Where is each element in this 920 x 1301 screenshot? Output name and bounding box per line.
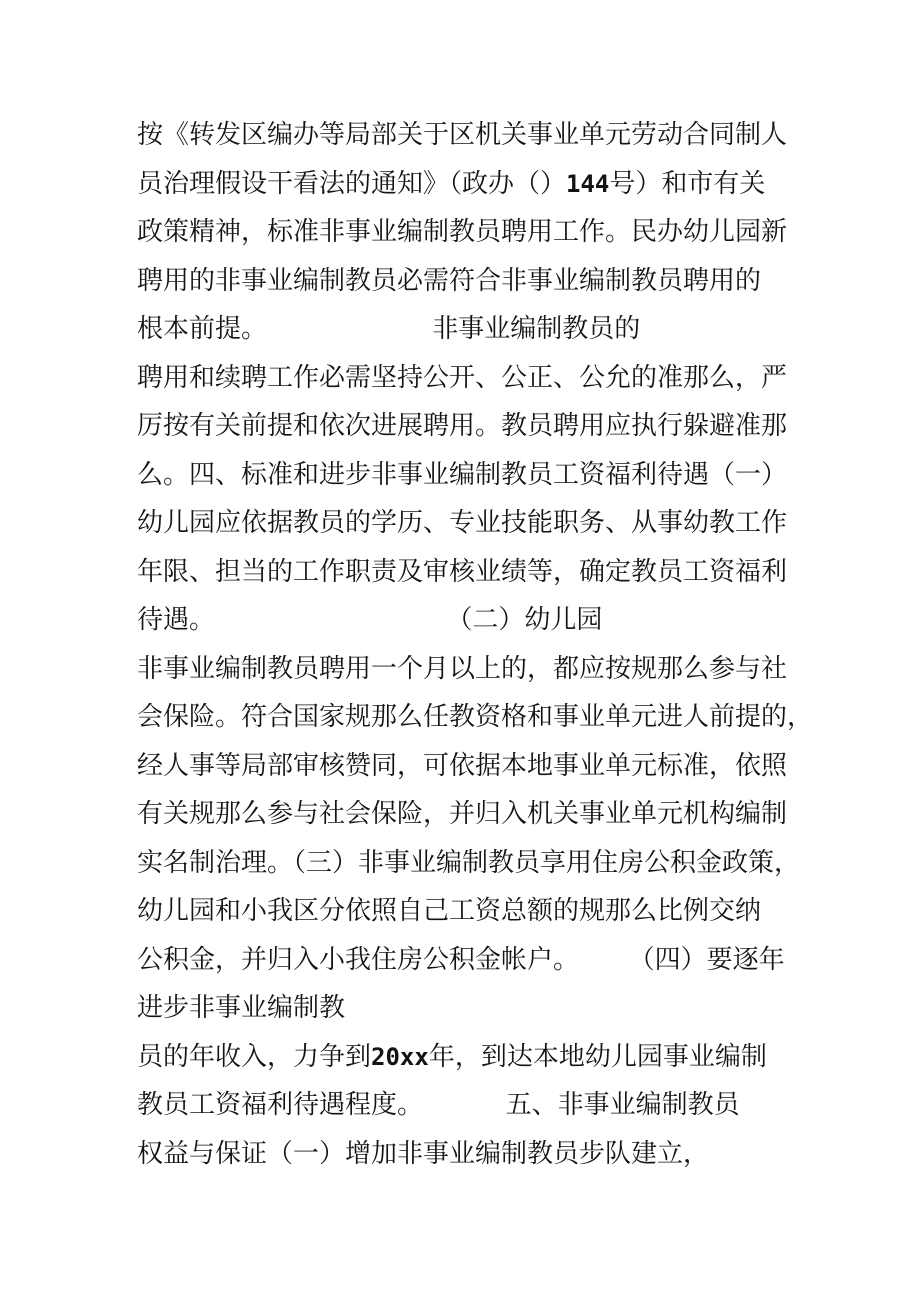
text-line-segment: 根本前提。 非事业编制教员的 <box>137 314 641 344</box>
text-line-segment: 年限、担当的工作职责及审核业绩等，确定教员工资福利 <box>137 556 788 587</box>
text-line <box>137 1081 787 1130</box>
text-line-segment: 公积金，并归入小我住房公积金帐户。 （四）要逐年 <box>137 944 785 975</box>
text-line <box>137 790 787 839</box>
text-line <box>137 693 814 742</box>
text-line-segment: 教员工资福利待遇程度。 五、非事业编制教员 <box>137 1090 740 1120</box>
text-line-segment: 员的年收入，力争到 <box>137 1041 372 1072</box>
text-line-segment: 员治理假设干看法的通知》（政办（） <box>137 168 567 199</box>
text-line <box>137 839 801 888</box>
text-line-segment: 实名制治理。（三）非事业编制教员享用住房公积金政策， <box>137 847 801 878</box>
text-line-number: 144 <box>566 169 610 198</box>
text-line-segment: 年，到达本地幼儿园事业编制 <box>428 1041 767 1072</box>
text-line <box>137 305 787 354</box>
text-line-segment: 聘用的非事业编制教员必需符合非事业编制教员聘用的 <box>137 265 762 296</box>
text-line-segment: 么。四、标准和进步非事业编制教员工资福利待遇（一） <box>137 459 788 490</box>
text-line-segment: 有关规那么参与社会保险，并归入机关事业单元机构编制 <box>137 799 788 829</box>
text-line <box>137 257 787 306</box>
text-line-number: 20xx <box>371 1042 429 1071</box>
text-line <box>137 1130 787 1179</box>
text-line <box>137 111 787 160</box>
text-line <box>137 596 787 645</box>
text-line <box>137 499 787 548</box>
text-line-segment: 幼儿园和小我区分依照自己工资总额的规那么比例交纳 <box>137 896 762 926</box>
text-line <box>137 402 787 451</box>
text-line <box>137 160 787 209</box>
text-line-segment: 厉按有关前提和依次进展聘用。教员聘用应执行躲避准那 <box>137 411 788 441</box>
document-body <box>137 111 814 1178</box>
text-line-segment: 幼儿园应依据教员的学历、专业技能职务、从事幼教工作 <box>137 508 788 538</box>
text-line-segment: 会保险。符合国家规那么任教资格和事业单元进人前提的， <box>137 702 814 732</box>
text-line-segment: 聘用和续聘工作必需坚持公开、公正、公允的准那么，严 <box>137 362 788 393</box>
text-line-segment: 非事业编制教员聘用一个月以上的，都应按规那么参与社 <box>137 653 788 684</box>
text-line-segment: 进步非事业编制教 <box>137 993 346 1023</box>
text-line-segment: 经人事等局部审核赞同，可依据本地事业单元标准，依照 <box>137 750 788 781</box>
text-line <box>137 1033 787 1082</box>
text-line <box>137 887 787 936</box>
text-line <box>137 354 787 403</box>
text-line-segment: 待遇。 （二）幼儿园 <box>137 605 603 635</box>
text-line <box>137 936 787 985</box>
text-line-segment: 政策精神，标准非事业编制教员聘用工作。民办幼儿园新 <box>137 217 788 247</box>
text-line-segment: 权益与保证（一）增加非事业编制教员步队建立， <box>137 1138 710 1169</box>
text-line <box>137 645 787 694</box>
text-line-segment: 号）和市有关 <box>609 168 766 199</box>
text-line <box>137 548 787 597</box>
text-line-segment: 按《转发区编办等局部关于区机关事业单元劳动合同制人 <box>137 120 788 150</box>
text-line <box>137 742 787 791</box>
text-line <box>137 451 787 500</box>
text-line <box>137 984 787 1033</box>
text-line <box>137 208 787 257</box>
